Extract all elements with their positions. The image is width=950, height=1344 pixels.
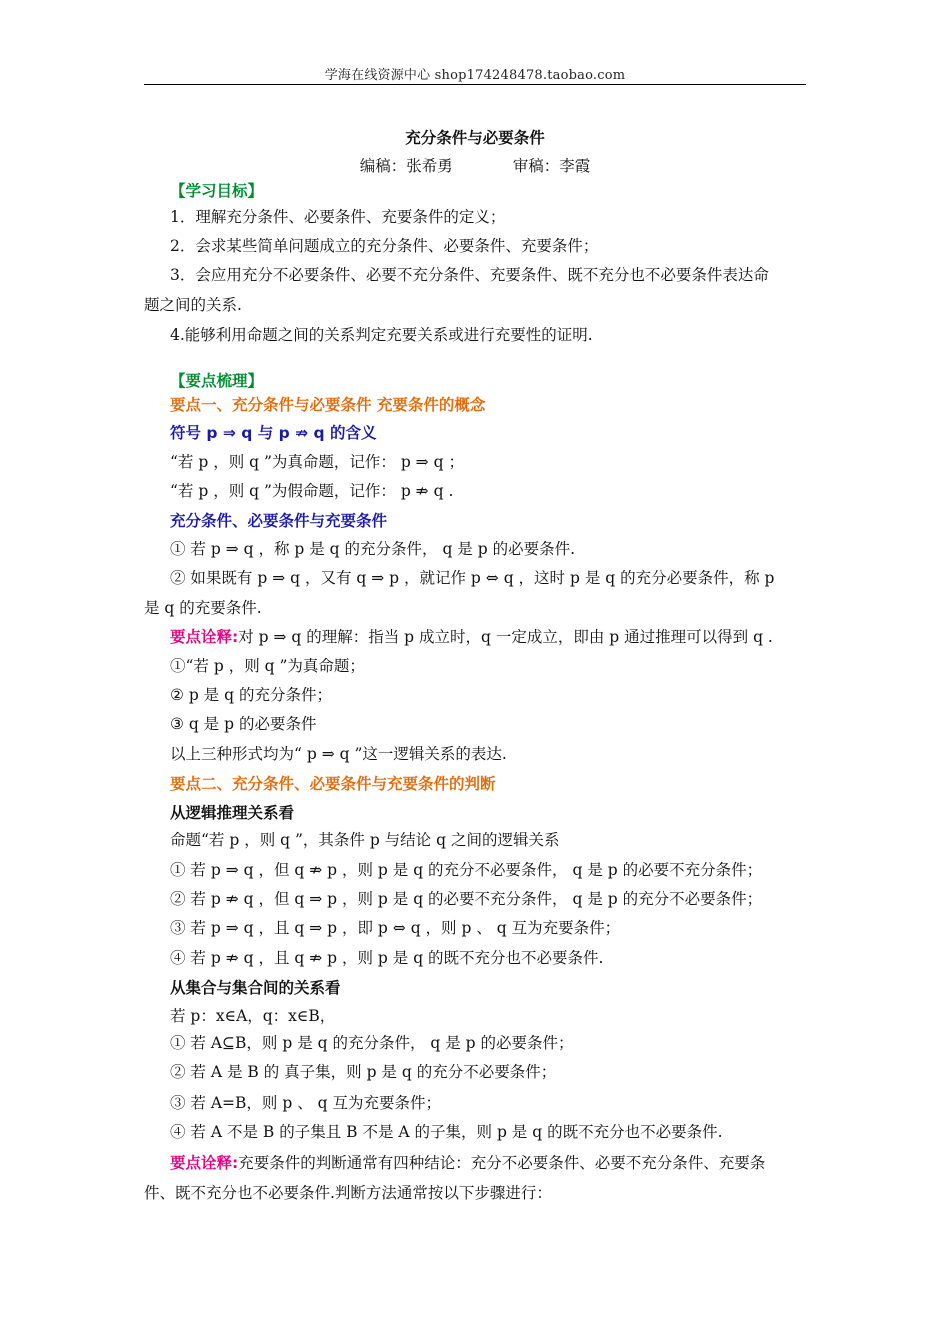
symbol-line: “若 p ，则 q ”为真命题，记作： p ⇒ q ； [170, 453, 464, 471]
goal-item: 3．会应用充分不必要条件、必要不充分条件、充要条件、既不充分也不必要条件表达命 [170, 266, 769, 284]
set-heading: 从集合与集合间的关系看 [170, 979, 341, 997]
logic-line: ④ 若 p ⇏ q ，且 q ⇏ p ，则 p 是 q 的既不充分也不必要条件. [170, 949, 604, 967]
set-line: ③ 若 A=B，则 p 、 q 互为充要条件； [170, 1094, 441, 1112]
note-line: ①“若 p ，则 q ”为真命题； [170, 657, 365, 675]
symbol-line: “若 p ，则 q ”为假命题，记作： p ⇏ q . [170, 482, 454, 500]
note-line: ② p 是 q 的充分条件； [170, 686, 332, 704]
reviewer: 审稿：李霞 [512, 157, 591, 175]
point2-heading: 要点二、充分条件、必要条件与充要条件的判断 [170, 775, 496, 793]
page-header: 学海在线资源中心 shop174248478.taobao.com [324, 68, 626, 83]
logic-line: ③ 若 p ⇒ q ，且 q ⇒ p ，即 p ⇔ q ，则 p 、 q 互为充要条件； [170, 919, 621, 937]
point1-heading: 要点一、充分条件与必要条件 充要条件的概念 [170, 396, 486, 414]
note-text: 充要条件的判断通常有四种结论：充分不必要条件、必要不充分条件、充要条 [238, 1154, 766, 1172]
definition-heading: 充分条件、必要条件与充要条件 [170, 512, 388, 530]
note-label: 要点诠释: [170, 1154, 239, 1172]
goal-item: 4.能够利用命题之间的关系判定充要关系或进行充要性的证明. [170, 326, 593, 344]
definition-line: ① 若 p ⇒ q ，称 p 是 q 的充分条件， q 是 p 的必要条件. [170, 540, 575, 558]
note-line: 以上三种形式均为“ p ⇒ q ”这一逻辑关系的表达. [170, 745, 507, 763]
note-text: 对 p ⇒ q 的理解：指当 p 成立时，q 一定成立，即由 p 通过推理可以得到 q . [238, 628, 773, 646]
editor: 编稿：张希勇 [359, 157, 453, 175]
note-line: ③ q 是 p 的必要条件 [170, 715, 317, 733]
goal-item: 1．理解充分条件、必要条件、充要条件的定义； [170, 208, 506, 226]
logic-line: 命题“若 p ，则 q ”，其条件 p 与结论 q 之间的逻辑关系 [170, 831, 560, 849]
note-text-continued: 件、既不充分也不必要条件.判断方法通常按以下步骤进行： [144, 1184, 552, 1202]
point2-note [170, 1153, 806, 1173]
goals-heading: 【学习目标】 [170, 182, 264, 200]
logic-heading: 从逻辑推理关系看 [170, 804, 295, 822]
logic-line: ① 若 p ⇒ q ，但 q ⇏ p ，则 p 是 q 的充分不必要条件， q 是 p 的必要不充分条件； [170, 861, 763, 879]
editor-line [144, 156, 806, 176]
set-line: ① 若 A⊆B，则 p 是 q 的充分条件， q 是 p 的必要条件； [170, 1034, 574, 1052]
set-line: ② 若 A 是 B 的 真子集，则 p 是 q 的充分不必要条件； [170, 1063, 557, 1081]
goal-item: 2．会求某些简单问题成立的充分条件、必要条件、充要条件； [170, 237, 599, 255]
summary-heading: 【要点梳理】 [170, 372, 264, 390]
header-divider [144, 84, 806, 85]
symbol-heading: 符号 p ⇒ q 与 p ⇏ q 的含义 [170, 424, 377, 442]
logic-line: ② 若 p ⇏ q ，但 q ⇒ p ，则 p 是 q 的必要不充分条件， q 是 p 的充分不必要条件； [170, 890, 763, 908]
set-line: ④ 若 A 不是 B 的子集且 B 不是 A 的子集，则 p 是 q 的既不充分也不必要条件. [170, 1123, 723, 1141]
definition-line: ② 如果既有 p ⇒ q ，又有 q ⇒ p ，就记作 p ⇔ q ，这时 p 是 q 的充分必要条件，称 p [170, 569, 775, 587]
goal-item-continued: 题之间的关系. [144, 296, 242, 314]
definition-line-continued: 是 q 的充要条件. [144, 599, 262, 617]
document-title: 充分条件与必要条件 [405, 128, 545, 147]
set-line: 若 p：x∈A，q：x∈B， [170, 1007, 336, 1025]
note-label: 要点诠释: [170, 628, 239, 646]
point1-note [170, 627, 806, 647]
